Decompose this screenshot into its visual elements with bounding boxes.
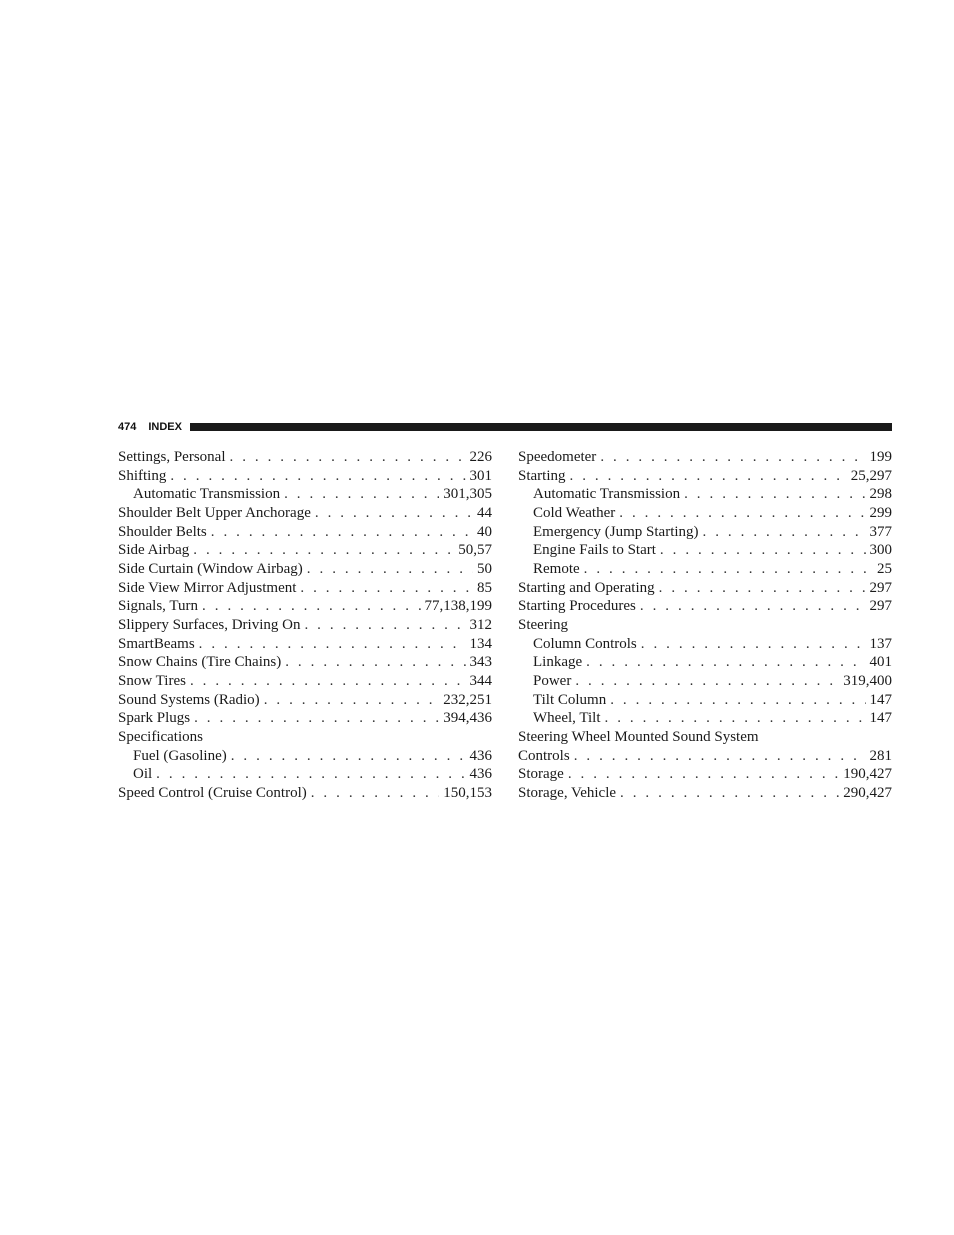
index-entry [118, 448, 492, 467]
dot-leader [170, 467, 465, 486]
index-pages: 394,436 [443, 710, 492, 727]
index-term: Tilt Column [533, 691, 607, 708]
index-term: Starting [518, 467, 566, 484]
index-entry [118, 541, 492, 560]
index-term: Settings, Personal [118, 449, 226, 465]
index-term: Snow Tires [118, 672, 186, 689]
index-term: Controls [518, 747, 570, 764]
dot-leader [300, 579, 473, 598]
index-column-left [118, 448, 492, 802]
index-pages: 312 [469, 616, 492, 633]
dot-leader [570, 467, 847, 486]
index-term: Starting Procedures [518, 598, 636, 615]
index-pages: 377 [869, 523, 892, 540]
index-term: Side View Mirror Adjustment [118, 579, 297, 596]
dot-leader [202, 597, 420, 616]
index-pages: 301 [469, 467, 492, 484]
index-subentry [518, 691, 892, 710]
index-pages: 147 [869, 691, 892, 708]
index-term: Emergency (Jump Starting) [533, 523, 699, 540]
dot-leader [568, 765, 839, 784]
index-subentry [118, 747, 492, 766]
section-title: INDEX [148, 421, 182, 433]
dot-leader [285, 653, 465, 672]
index-term: Side Curtain (Window Airbag) [118, 560, 303, 577]
index-pages: 297 [869, 579, 892, 596]
index-entry [118, 691, 492, 710]
index-subentry [518, 672, 892, 691]
index-term: Cold Weather [533, 504, 616, 521]
dot-leader [315, 504, 473, 523]
index-entry [118, 728, 492, 747]
index-pages: 436 [469, 747, 492, 764]
index-term: Speed Control (Cruise Control) [118, 784, 307, 801]
index-entry [118, 523, 492, 542]
dot-leader [600, 448, 865, 467]
index-pages: 226 [469, 449, 492, 465]
index-term: Engine Fails to Start [533, 542, 656, 559]
index-term: Storage, Vehicle [518, 784, 617, 801]
index-subentry [518, 709, 892, 728]
dot-leader [156, 765, 465, 784]
dot-leader [574, 747, 866, 766]
index-subentry [518, 504, 892, 523]
index-pages: 281 [869, 747, 892, 764]
dot-leader [304, 616, 465, 635]
index-term: Signals, Turn [118, 598, 199, 615]
index-entry [118, 504, 492, 523]
index-pages: 85 [477, 579, 492, 596]
dot-leader [605, 709, 866, 728]
index-entry [118, 672, 492, 691]
page-header [118, 420, 892, 434]
index-pages: 344 [469, 672, 492, 689]
dot-leader [659, 579, 866, 598]
index-term: Snow Chains (Tire Chains) [118, 654, 282, 671]
header-rule [190, 423, 892, 431]
index-entry [518, 448, 892, 467]
index-entry [518, 616, 892, 635]
index-column-right [518, 448, 892, 802]
dot-leader [230, 448, 466, 467]
index-term: Automatic Transmission [133, 486, 281, 503]
dot-leader [684, 485, 865, 504]
index-pages: 137 [869, 635, 892, 652]
index-pages: 232,251 [443, 691, 492, 708]
dot-leader [640, 597, 866, 616]
index-entry [518, 728, 892, 747]
index-pages: 298 [869, 486, 892, 503]
index-term: SmartBeams [118, 635, 195, 652]
dot-leader [311, 784, 440, 803]
index-entry [118, 653, 492, 672]
dot-leader [194, 709, 439, 728]
index-entry [518, 597, 892, 616]
index-entry [518, 579, 892, 598]
index-entry [118, 579, 492, 598]
page-number: 474 [118, 421, 137, 433]
index-subentry [518, 523, 892, 542]
index-term: Slippery Surfaces, Driving On [118, 616, 301, 633]
dot-leader [284, 485, 439, 504]
index-entry [518, 467, 892, 486]
dot-leader [584, 560, 873, 579]
index-pages: 199 [869, 449, 892, 465]
index-subentry [518, 541, 892, 560]
index-entry [118, 467, 492, 486]
index-term: Steering Wheel Mounted Sound System [518, 728, 759, 745]
index-pages: 50,57 [458, 542, 492, 559]
index-subentry [518, 560, 892, 579]
dot-leader [641, 635, 866, 654]
dot-leader [660, 541, 866, 560]
index-subentry [518, 485, 892, 504]
index-pages: 401 [869, 654, 892, 671]
index-pages: 290,427 [843, 784, 892, 801]
index-pages: 50 [477, 560, 492, 577]
index-term: Shoulder Belt Upper Anchorage [118, 504, 311, 521]
dot-leader [620, 784, 839, 803]
index-pages: 319,400 [843, 672, 892, 689]
index-pages: 147 [869, 710, 892, 727]
index-pages: 299 [869, 504, 892, 521]
dot-leader [619, 504, 865, 523]
index-pages: 301,305 [443, 486, 492, 503]
index-entry [118, 597, 492, 616]
index-pages: 190,427 [843, 766, 892, 783]
index-pages: 25,297 [850, 467, 892, 484]
index-term: Column Controls [533, 635, 637, 652]
index-subentry [118, 765, 492, 784]
index-term: Shifting [118, 467, 167, 484]
index-pages: 436 [469, 766, 492, 783]
dot-leader [199, 635, 466, 654]
index-term: Fuel (Gasoline) [133, 747, 227, 764]
index-term: Steering [518, 616, 568, 633]
index-entry [518, 765, 892, 784]
index-term: Sound Systems (Radio) [118, 691, 260, 708]
dot-leader [703, 523, 866, 542]
dot-leader [193, 541, 454, 560]
index-pages: 44 [477, 504, 492, 521]
index-term: Wheel, Tilt [533, 710, 601, 727]
index-entry [518, 784, 892, 803]
dot-leader [307, 560, 473, 579]
index-pages: 134 [469, 635, 492, 652]
index-pages: 77,138,199 [424, 598, 492, 615]
index-term: Side Airbag [118, 542, 190, 559]
index-term: Remote [533, 560, 580, 577]
dot-leader [575, 672, 839, 691]
index-term: Power [533, 672, 572, 689]
index-pages: 150,153 [443, 784, 492, 801]
index-entry [118, 560, 492, 579]
index-entry [118, 784, 492, 803]
index-entry [118, 635, 492, 654]
index-pages: 297 [869, 598, 892, 615]
dot-leader [211, 523, 473, 542]
dot-leader [586, 653, 865, 672]
index-term: Spark Plugs [118, 710, 191, 727]
index-term: Automatic Transmission [533, 486, 681, 503]
dot-leader [610, 691, 865, 710]
index-term: Starting and Operating [518, 579, 655, 596]
index-entry [518, 747, 892, 766]
dot-leader [231, 747, 466, 766]
index-pages: 40 [477, 523, 492, 540]
index-term: Speedometer [518, 449, 597, 465]
index-term: Storage [518, 766, 564, 783]
index-entry [118, 709, 492, 728]
index-subentry [118, 485, 492, 504]
index-subentry [518, 635, 892, 654]
index-subentry [518, 653, 892, 672]
index-term: Oil [133, 766, 153, 783]
index-entry [118, 616, 492, 635]
index-pages: 343 [469, 654, 492, 671]
index-pages: 300 [869, 542, 892, 559]
dot-leader [264, 691, 440, 710]
index-term: Shoulder Belts [118, 523, 207, 540]
index-term: Specifications [118, 728, 203, 745]
dot-leader [190, 672, 466, 691]
index-pages: 25 [877, 560, 892, 577]
index-term: Linkage [533, 654, 583, 671]
